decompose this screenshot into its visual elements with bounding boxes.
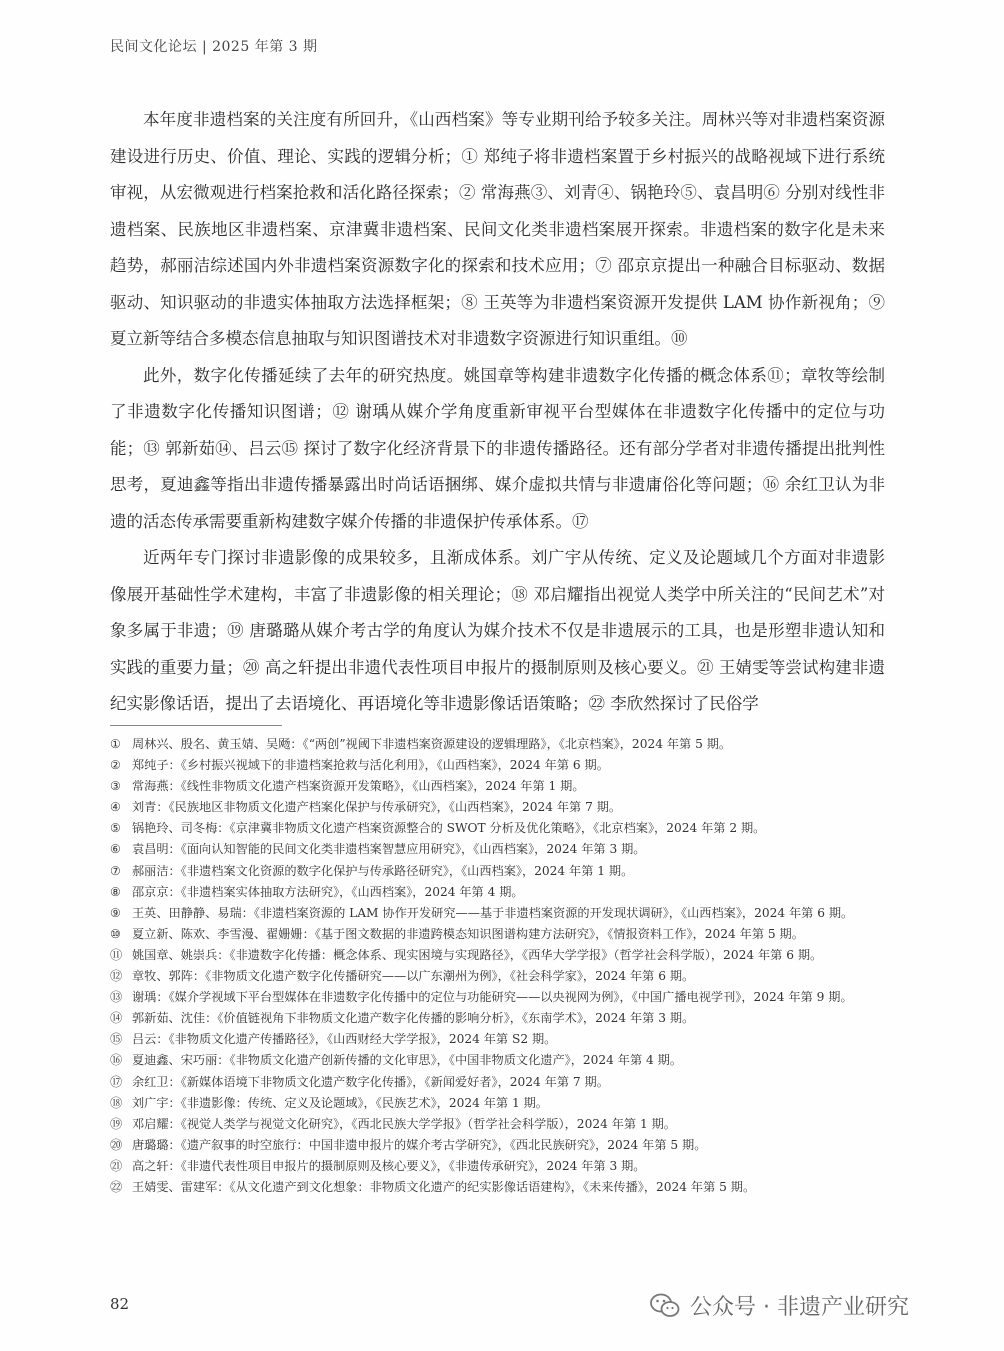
footnote-number: ① [110, 737, 121, 751]
footnote-text: 吕云：《非物质文化遗产传播路径》，《山西财经大学学报》，2024 年第 S2 期。 [132, 1032, 557, 1047]
footnote-number: ⑫ [110, 969, 123, 984]
footnote-item [110, 1114, 885, 1135]
footnote-number: ⑳ [110, 1137, 123, 1152]
footnote-text: 刘广宇：《非遗影像：传统、定义及论题域》，《民族艺术》，2024 年第 1 期。 [132, 1095, 548, 1110]
footnote-number: ⑪ [110, 947, 123, 962]
footnote-number: ⑮ [110, 1032, 123, 1047]
footnote-text: 姚国章、姚崇兵：《非遗数字化传播：概念体系、现实困境与实现路径》，《西华大学学报》（哲学社会科学版），2024 年第 6 期。 [132, 947, 823, 962]
footnote-item [110, 839, 885, 860]
footnote-number: ⑰ [110, 1074, 123, 1089]
footnote-number: ⑨ [110, 905, 121, 920]
footnote-item [110, 1008, 885, 1029]
watermark [650, 1290, 909, 1321]
footnote-number: ⑯ [110, 1053, 123, 1068]
footnote-number: ⑱ [110, 1095, 123, 1110]
footnote-item [110, 987, 885, 1008]
body-text [110, 102, 885, 723]
footnote-text: 常海燕：《线性非物质文化遗产档案资源开发策略》，《山西档案》，2024 年第 1 期。 [132, 779, 585, 794]
paragraph-1: 本年度非遗档案的关注度有所回升，《山西档案》等专业期刊给予较多关注。周林兴等对非遗档案资源建设进行历史、价值、理论、实践的逻辑分析；① 郑纯子将非遗档案置于乡村振兴的战略视域下进行系统审视，从宏微观进行档案抢救和活化路径探索；② 常海燕③、刘青④、锅艳玲⑤、袁昌明⑥ 分别对线性非遗档案、民族地区非遗档案、京津冀非遗档案、民间文化类非遗档案展开探索。非遗档案的数字化是未来趋势，郝丽洁综述国内外非遗档案资源数字化的探索和技术应用；⑦ 邵京京提出一种融合目标驱动、数据驱动、知识驱动的非遗实体抽取方法选择框架；⑧ 王英等为非遗档案资源开发提供 LAM 协作新视角；⑨ 夏立新等结合多模态信息抽取与知识图谱技术对非遗数字资源进行知识重组。⑩ [110, 110, 885, 348]
paragraph-3: 近两年专门探讨非遗影像的成果较多，且渐成体系。刘广宇从传统、定义及论题域几个方面对非遗影像展开基础性学术建构，丰富了非遗影像的相关理论；⑱ 邓启耀指出视觉人类学中所关注的“民间艺术”对象多属于非遗；⑲ 唐璐璐从媒介考古学的角度认为媒介技术不仅是非遗展示的工具，也是形塑非遗认知和实践的重要力量；⑳ 高之轩提出非遗代表性项目申报片的摄制原则及核心要义。㉑ 王婧雯等尝试构建非遗纪实影像话语，提出了去语境化、再语境化等非遗影像话语策略；㉒ 李欣然探讨了民俗学 [110, 548, 885, 713]
footnote-text: 邓启耀：《视觉人类学与视觉文化研究》，《西北民族大学学报》（哲学社会科学版），2024 年第 1 期。 [132, 1116, 676, 1131]
footnote-number: ⑤ [110, 821, 121, 836]
footnote-item [110, 966, 885, 987]
footnote-text: 锅艳玲、司冬梅：《京津冀非物质文化遗产档案资源整合的 SWOT 分析及优化策略》，《北京档案》，2024 年第 2 期。 [132, 821, 766, 836]
footnote-text: 唐璐璐：《遗产叙事的时空旅行：中国非遗申报片的媒介考古学研究》，《西北民族研究》，2024 年第 5 期。 [132, 1137, 707, 1152]
footnote-text: 夏迪鑫、宋巧丽：《非物质文化遗产创新传播的文化审思》，《中国非物质文化遗产》，2024 年第 4 期。 [132, 1053, 683, 1068]
footnote-text: 谢瑀：《媒介学视域下平台型媒体在非遗数字化传播中的定位与功能研究——以央视网为例》，《中国广播电视学刊》，2024 年第 9 期。 [132, 990, 853, 1005]
footnote-item [110, 903, 885, 924]
paragraph-2: 此外，数字化传播延续了去年的研究热度。姚国章等构建非遗数字化传播的概念体系⑪；章牧等绘制了非遗数字化传播知识图谱；⑫ 谢瑀从媒介学角度重新审视平台型媒体在非遗数字化传播中的定位与功能；⑬ 郭新茹⑭、吕云⑮ 探讨了数字化经济背景下的非遗传播路径。还有部分学者对非遗传播提出批判性思考，夏迪鑫等指出非遗传播暴露出时尚话语捆绑、媒介虚拟共情与非遗庸俗化等问题；⑯ 余红卫认为非遗的活态传承需要重新构建数字媒介传播的非遗保护传承体系。⑰ [110, 365, 885, 531]
footnote-number: ⑭ [110, 1011, 123, 1026]
footnote-text: 夏立新、陈欢、李雪漫、翟姗姗：《基于图文数据的非遗跨模态知识图谱构建方法研究》，《情报资料工作》，2024 年第 5 期。 [132, 926, 804, 941]
watermark-text: 公众号 · 非遗产业研究 [690, 1295, 909, 1320]
footnote-item [110, 945, 885, 966]
footnote-item [110, 797, 885, 818]
footnote-number: ⑧ [110, 884, 121, 899]
footnote-number: ④ [110, 800, 121, 815]
footnote-text: 郝丽洁：《非遗档案文化资源的数字化保护与传承路径研究》，《山西档案》，2024 年第 1 期。 [132, 863, 634, 878]
footnote-item [110, 1177, 885, 1198]
footnote-number: ⑬ [110, 990, 123, 1005]
footnote-item [110, 1050, 885, 1071]
footnote-item [110, 1029, 885, 1050]
footnote-item [110, 776, 885, 797]
footnote-number: ㉑ [110, 1158, 123, 1173]
footnote-text: 王英、田静静、易瑞：《非遗档案资源的 LAM 协作开发研究——基于非遗档案资源的开发现状调研》，《山西档案》，2024 年第 6 期。 [132, 905, 854, 920]
footnote-number: ② [110, 758, 121, 773]
footnote-separator [110, 725, 282, 726]
footnote-number: ③ [110, 779, 121, 794]
footnote-item [110, 1093, 885, 1114]
footnote-number: ⑩ [110, 926, 121, 941]
footnote-text: 刘青：《民族地区非物质文化遗产档案化保护与传承研究》，《山西档案》，2024 年第 7 期。 [132, 800, 622, 815]
footnote-item [110, 861, 885, 882]
footnote-item [110, 818, 885, 839]
footnote-text: 邵京京：《非遗档案实体抽取方法研究》，《山西档案》，2024 年第 4 期。 [132, 884, 524, 899]
footnote-text: 袁昌明：《面向认知智能的民间文化类非遗档案智慧应用研究》，《山西档案》，2024 年第 3 期。 [132, 842, 646, 857]
footnote-text: 章牧、郭阵：《非物质文化遗产数字化传播研究——以广东潮州为例》，《社会科学家》，2024 年第 6 期。 [132, 969, 695, 984]
footnote-text: 周林兴、殷名、黄玉婧、吴飏：《“两创”视阈下非遗档案资源建设的逻辑理路》，《北京档案》，2024 年第 5 期。 [132, 737, 732, 751]
footnote-text: 高之轩：《非遗代表性项目申报片的摄制原则及核心要义》，《非遗传承研究》，2024 年第 3 期。 [132, 1158, 646, 1173]
footnote-text: 郑纯子：《乡村振兴视域下的非遗档案抢救与活化利用》，《山西档案》，2024 年第 6 期。 [132, 758, 609, 773]
footnote-item [110, 1072, 885, 1093]
footnote-number: ⑲ [110, 1116, 123, 1131]
running-header: 民间文化论坛 | 2025 年第 3 期 [110, 39, 318, 55]
footnote-number: ㉒ [110, 1179, 123, 1194]
footnote-item [110, 734, 885, 755]
footnote-number: ⑦ [110, 863, 121, 878]
footnote-item [110, 755, 885, 776]
footnote-item [110, 1156, 885, 1177]
footnote-item [110, 882, 885, 903]
footnote-item [110, 1135, 885, 1156]
footnote-item [110, 924, 885, 945]
footnote-number: ⑥ [110, 842, 121, 857]
footnote-text: 王婧雯、雷建军：《从文化遗产到文化想象：非物质文化遗产的纪实影像话语建构》，《未来传播》，2024 年第 5 期。 [132, 1179, 756, 1194]
wechat-icon [650, 1293, 680, 1319]
footnote-text: 郭新茹、沈佳：《价值链视角下非物质文化遗产数字化传播的影响分析》，《东南学术》，2024 年第 3 期。 [132, 1011, 695, 1026]
footnotes-list [110, 734, 885, 1198]
footnote-text: 余红卫：《新媒体语境下非物质文化遗产数字化传播》，《新闻爱好者》，2024 年第 7 期。 [132, 1074, 609, 1089]
page-number: 82 [110, 1295, 130, 1313]
